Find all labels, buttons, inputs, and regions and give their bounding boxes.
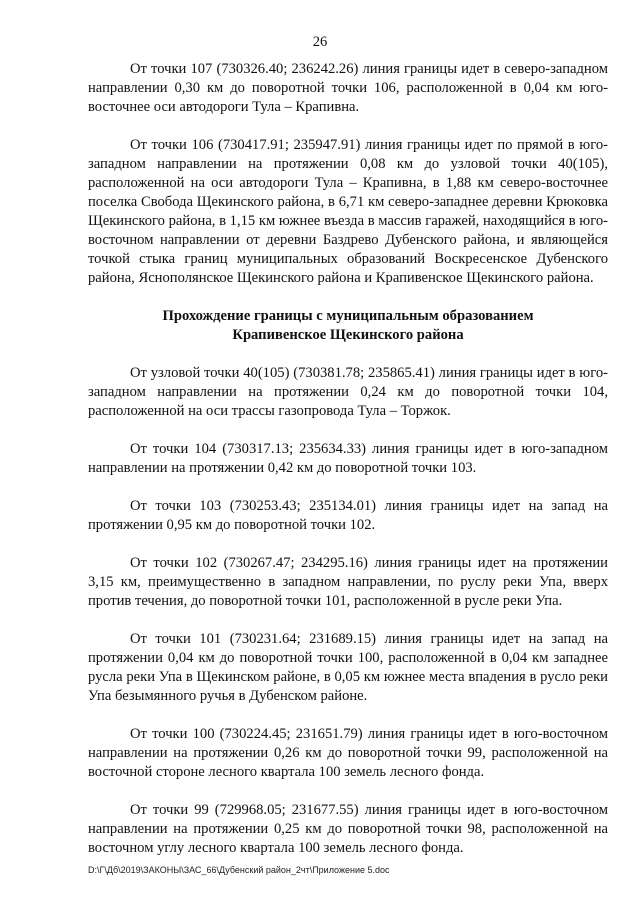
paragraph-point-100: От точки 100 (730224.45; 231651.79) линия границы идет в юго-восточном направлении на протяжении 0,26 км до поворотной точки 99, расположенной на восточной стороне лесного квартала 100 земель лесного фонда. [88,726,608,780]
paragraph-point-107: От точки 107 (730326.40; 236242.26) линия границы идет в северо-западном направлении 0,30 км до поворотной точки 106, расположенной в 0,04 км юго-восточнее оси автодороги Тула – Крапивна. [88,61,608,115]
document-body [88,60,608,858]
paragraph-point-106: От точки 106 (730417.91; 235947.91) линия границы идет по прямой в юго-западном направлении на протяжении 0,08 км до узловой точки 40(105), расположенной на оси автодороги Тула – Крапивна, в 1,88 км северо-восточнее поселка Свобода Щекинского района, в 6,71 км северо-западнее деревни Крюковка Щекинского района, в 1,15 км южнее въезда в массив гаражей, находящийся в юго-восточном направлении от деревни Баздрево Дубенского района, и являющейся точкой стыка границ муниципальных образований Воскресенское Дубенского района, Яснополянское Щекинского района и Крапивенское Щекинского района. [88,137,608,286]
page-number: 26 [312,34,328,50]
footer-file-path: D:\Г\Дб\2019\ЗАКОНЫ\ЗАС_66\Дубенский район_2чт\Приложение 5.doc [88,865,390,875]
paragraph-point-40-105: От узловой точки 40(105) (730381.78; 235865.41) линия границы идет в юго-западном направлении на протяжении 0,24 км до поворотной точки 104, расположенной на оси трассы газопровода Тула – Торжок. [88,365,608,419]
section-heading [88,307,608,345]
paragraph-point-103: От точки 103 (730253.43; 235134.01) линия границы идет на запад на протяжении 0,95 км до поворотной точки 102. [88,498,608,533]
paragraph-point-99: От точки 99 (729968.05; 231677.55) линия границы идет в юго-восточном направлении на протяжении 0,25 км до поворотной точки 98, расположенной на восточном углу лесного квартала 100 земель лесного фонда. [88,802,608,856]
section-heading-line-2: Крапивенское Щекинского района [232,327,464,343]
section-heading-line-1: Прохождение границы с муниципальным образованием [162,308,534,324]
paragraph-point-102: От точки 102 (730267.47; 234295.16) линия границы идет на протяжении 3,15 км, преимущественно в западном направлении, по руслу реки Упа, вверх против течения, до поворотной точки 101, расположенной в русле реки Упа. [88,555,608,609]
paragraph-point-101: От точки 101 (730231.64; 231689.15) линия границы идет на запад на протяжении 0,04 км до поворотной точки 100, расположенной в 0,04 км западнее русла реки Упа в Щекинском районе, в 0,05 км южнее места впадения в русло реки Упа безымянного ручья в Дубенском районе. [88,631,608,704]
paragraph-point-104: От точки 104 (730317.13; 235634.33) линия границы идет в юго-западном направлении на протяжении 0,42 км до поворотной точки 103. [88,441,608,476]
